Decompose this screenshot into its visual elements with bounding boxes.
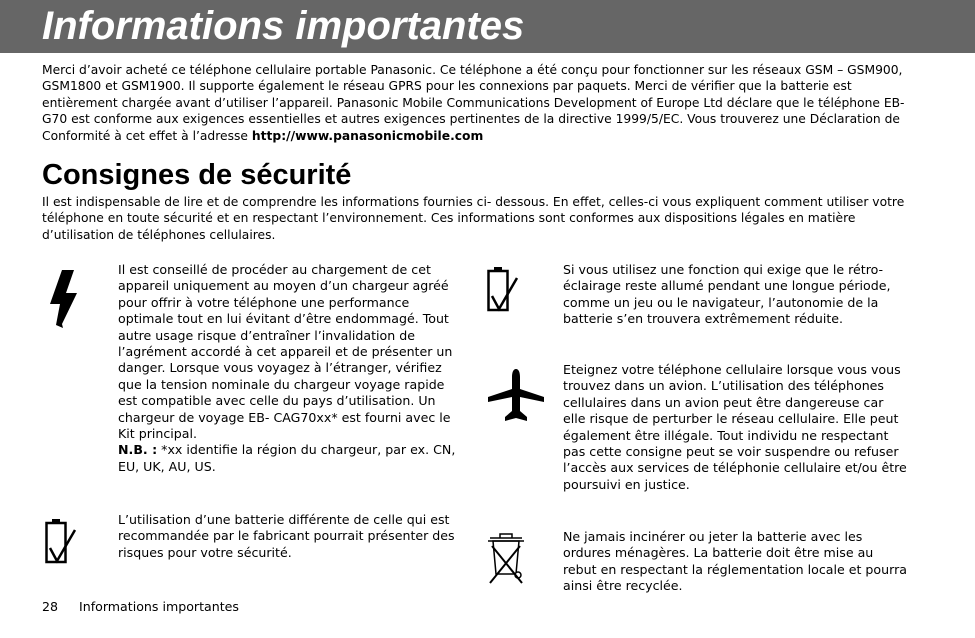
battery-check-icon — [44, 518, 78, 568]
note-text: *xx identifie la région du chargeur, par ex. CN, EU, UK, AU, US. — [118, 442, 456, 474]
manufacturer-url[interactable]: http://www.panasonicmobile.com — [251, 128, 484, 143]
section-intro: Il est indispensable de lire et de comprendre les informations fournies ci- dessous. En effet, celles-ci vous expliquent comment utiliser votre téléphone en toute sécurité et en respectant l’environnement. Ces informations sont conformes aux dispositions légales en matière d’utilisation de téléphones cellulaires. — [42, 195, 905, 242]
battery-check-icon — [486, 266, 520, 316]
battery-paragraph: L’utilisation d’une batterie différente de celle qui est recommandée par le fabricant pourrait présenter des risques pour votre sécurité. — [118, 512, 455, 560]
disposal-paragraph: Ne jamais incinérer ou jeter la batterie avec les ordures ménagères. La batterie doit être mise au rebut en respectant la réglementation locale et pourra ainsi être recyclée. — [563, 529, 907, 594]
page-number: 28 — [42, 599, 59, 614]
crossed-bin-icon — [484, 530, 528, 586]
airplane-paragraph: Eteignez votre téléphone cellulaire lorsque vous vous trouvez dans un avion. L’utilisation des téléphones cellulaires dans un avion peut être dangereuse car elle risque de perturber le réseau cellulaire. Elle peut également être illégale. Tout individu ne respectant pas cette consigne peut se voir suspendre ou refuser l’accès aux services de téléphonie cellulaire et/ou être poursuivi en justice. — [563, 362, 907, 492]
charger-text: Il est conseillé de procéder au chargement de cet appareil uniquement au moyen d’un chargeur agréé pour offrir à votre téléphone une performance optimale tout en lui évitant d’être endommagé. Tout autre usage risque d’entraîner l’invalidation de l’agrément accordé à cet appareil et de présenter un danger. Lorsque vous voyagez à l’étranger, vérifiez que la tension nominale du chargeur voyage rapide est compatible avec celle du pays d’utilisation. Un chargeur de voyage EB- CAG70xx* est fourni avec le Kit principal. — [118, 262, 453, 442]
footer-label: Informations importantes — [79, 599, 239, 614]
airplane-icon — [487, 368, 545, 424]
header-bar — [0, 0, 975, 53]
page-title: Informations importantes — [42, 4, 525, 48]
note-label: N.B. : — [118, 442, 158, 458]
backlight-paragraph: Si vous utilisez une fonction qui exige que le rétro-éclairage reste allumé pendant une longue période, comme un jeu ou le navigateur, l’autonomie de la batterie s’en trouvera extrêmement réduite. — [563, 262, 891, 327]
intro-paragraph — [42, 62, 910, 144]
charger-paragraph — [118, 262, 463, 475]
intro-text: Merci d’avoir acheté ce téléphone cellulaire portable Panasonic. Ce téléphone a été conçu pour fonctionner sur les réseaux GSM – GSM900, GSM1800 et GSM1900. Il supporte également le réseau GPRS pour les connexions par paquets. Merci de vérifier que la batterie est entièrement chargée avant d’utiliser l’appareil. Panasonic Mobile Communications Development of Europe Ltd déclare que le téléphone EB-G70 est conforme aux exigences essentielles et autres exigences pertinentes de la directive 1999/5/EC. Vous trouverez une Déclaration de Conformité à cet effet à l’adresse — [42, 63, 905, 143]
lightning-icon — [46, 268, 82, 330]
section-title: Consignes de sécurité — [42, 159, 352, 191]
